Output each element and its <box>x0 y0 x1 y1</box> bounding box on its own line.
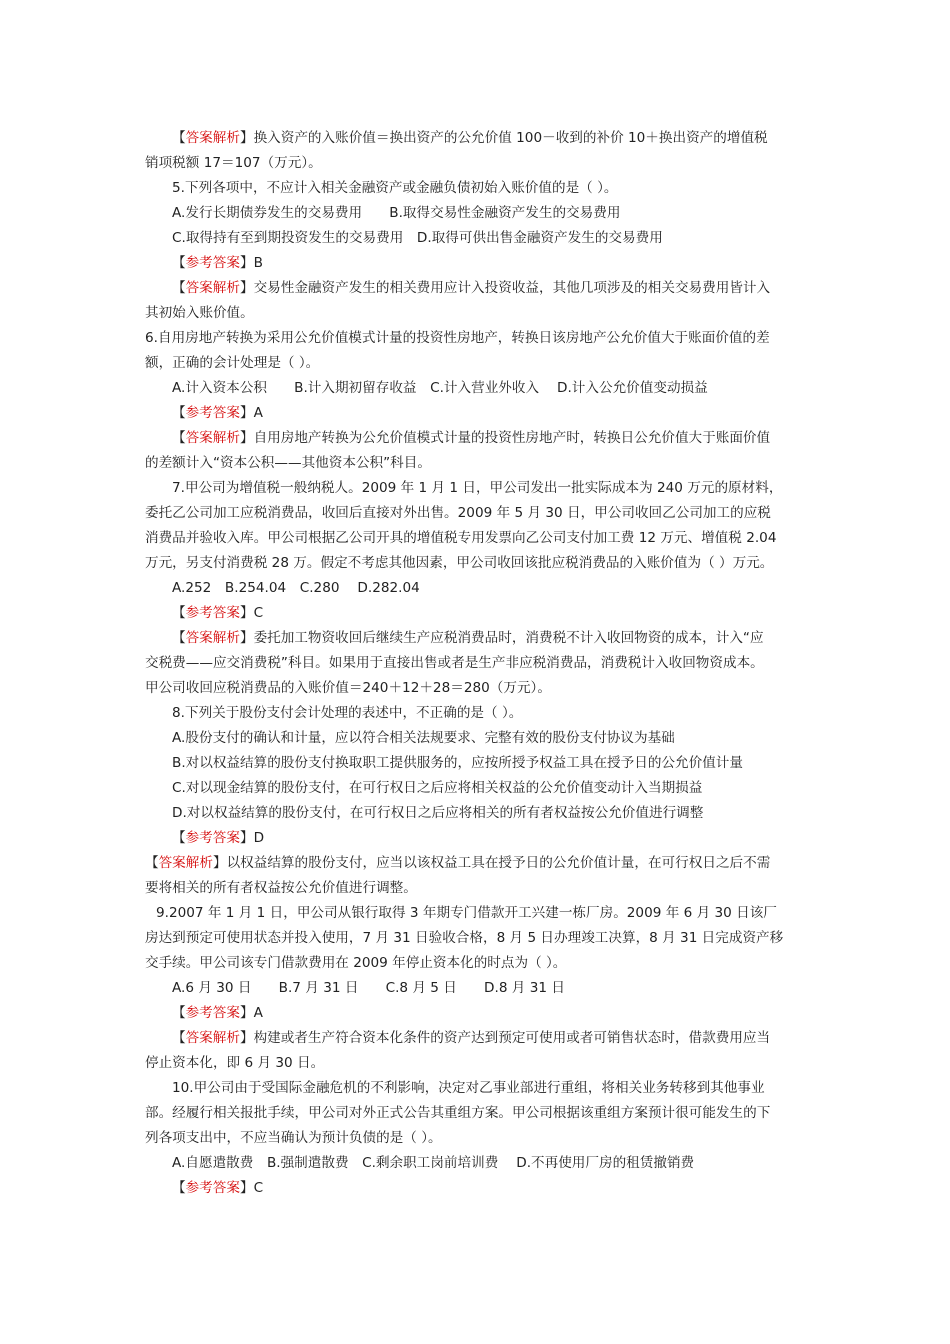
text-line: C.对以现金结算的股份支付，在可行权日之后应将相关权益的公允价值变动计入当期损益 <box>172 780 703 796</box>
label-close-bracket: 】 <box>239 405 254 421</box>
reference-answer-line <box>172 1003 263 1023</box>
label-open-bracket: 【 <box>172 630 186 646</box>
text-line: 消费品并验收入库。甲公司根据乙公司开具的增值税专用发票向乙公司支付加工费 12 万元、增值税 2.04 <box>145 530 777 546</box>
text-line: A.6 月 30 日 B.7 月 31 日 C.8 月 5 日 D.8 月 31 日 <box>172 980 565 996</box>
answer-analysis-line <box>172 428 770 448</box>
label-open-bracket: 【 <box>172 605 186 621</box>
label-open-bracket: 【 <box>172 130 186 146</box>
text-line: 委托乙公司加工应税消费品，收回后直接对外出售。2009 年 5 月 30 日，甲公司收回乙公司加工的应税 <box>145 505 771 521</box>
label-close-bracket: 】 <box>239 1180 254 1196</box>
reference-answer-line <box>172 403 263 423</box>
label-close-bracket: 】 <box>239 1005 254 1021</box>
analysis-text: 构建或者生产符合资本化条件的资产达到预定可使用或者可销售状态时，借款费用应当 <box>253 1030 771 1046</box>
text-line: 9.2007 年 1 月 1 日，甲公司从银行取得 3 年期专门借款开工兴建一栋厂房。2009 年 6 月 30 日该厂 <box>156 905 777 921</box>
answer-analysis-label: 答案解析 <box>158 855 213 871</box>
reference-answer-label: 参考答案 <box>185 605 240 621</box>
answer-value: C <box>253 605 264 621</box>
reference-answer-label: 参考答案 <box>185 1005 240 1021</box>
answer-analysis-label: 答案解析 <box>185 280 240 296</box>
text-line: A.发行长期债券发生的交易费用 B.取得交易性金融资产发生的交易费用 <box>172 205 621 221</box>
reference-answer-line <box>172 603 263 623</box>
text-line: 交税费——应交消费税”科目。如果用于直接出售或者是生产非应税消费品，消费税计入收回物资成本。 <box>145 655 764 671</box>
text-line: A.股份支付的确认和计量，应以符合相关法规要求、完整有效的股份支付协议为基础 <box>172 730 675 746</box>
text-line: 万元，另支付消费税 28 万。假定不考虑其他因素，甲公司收回该批应税消费品的入账价值为（ ）万元。 <box>145 555 774 571</box>
reference-answer-line <box>172 828 264 848</box>
analysis-text: 以权益结算的股份支付，应当以该权益工具在授予日的公允价值计量，在可行权日之后不需 <box>226 855 771 871</box>
label-close-bracket: 】 <box>239 1030 254 1046</box>
text-line: 的差额计入“资本公积——其他资本公积”科目。 <box>145 455 431 471</box>
answer-analysis-line <box>172 278 770 298</box>
text-line: 额，正确的会计处理是（ ）。 <box>145 355 320 371</box>
text-line: A.自愿遣散费 B.强制遣散费 C.剩余职工岗前培训费 D.不再使用厂房的租赁撤销费 <box>172 1155 695 1171</box>
answer-value: A <box>253 1005 263 1021</box>
text-line: 6.自用房地产转换为采用公允价值模式计量的投资性房地产，转换日该房地产公允价值大于账面价值的差 <box>145 330 770 346</box>
label-close-bracket: 】 <box>239 605 254 621</box>
text-line: 甲公司收回应税消费品的入账价值＝240＋12＋28＝280（万元）。 <box>145 680 551 696</box>
label-open-bracket: 【 <box>172 405 186 421</box>
reference-answer-label: 参考答案 <box>185 255 240 271</box>
text-line: 停止资本化，即 6 月 30 日。 <box>145 1055 325 1071</box>
text-line: 部。经履行相关报批手续，甲公司对外正式公告其重组方案。甲公司根据该重组方案预计很可能发生的下 <box>145 1105 771 1121</box>
label-close-bracket: 】 <box>239 130 254 146</box>
text-line: A.252 B.254.04 C.280 D.282.04 <box>172 580 420 596</box>
answer-value: C <box>253 1180 264 1196</box>
label-open-bracket: 【 <box>172 1030 186 1046</box>
text-line: 7.甲公司为增值税一般纳税人。2009 年 1 月 1 日，甲公司发出一批实际成本为 240 万元的原材料， <box>172 480 783 496</box>
reference-answer-label: 参考答案 <box>185 1180 240 1196</box>
reference-answer-label: 参考答案 <box>185 830 240 846</box>
answer-value: B <box>253 255 263 271</box>
reference-answer-line <box>172 253 263 273</box>
label-open-bracket: 【 <box>145 855 159 871</box>
label-close-bracket: 】 <box>239 255 254 271</box>
text-line: 其初始入账价值。 <box>145 305 254 321</box>
text-line: B.对以权益结算的股份支付换取职工提供服务的，应按所授予权益工具在授予日的公允价值计量 <box>172 755 743 771</box>
reference-answer-label: 参考答案 <box>185 405 240 421</box>
analysis-text: 换入资产的入账价值＝换出资产的公允价值 100－收到的补价 10＋换出资产的增值税 <box>253 130 768 146</box>
answer-analysis-label: 答案解析 <box>185 630 240 646</box>
answer-analysis-line <box>172 628 764 648</box>
label-close-bracket: 】 <box>212 855 227 871</box>
text-line: C.取得持有至到期投资发生的交易费用 D.取得可供出售金融资产发生的交易费用 <box>172 230 663 246</box>
text-line: 房达到预定可使用状态并投入使用，7 月 31 日验收合格，8 月 5 日办理竣工决算，8 月 31 日完成资产移 <box>145 930 784 946</box>
text-line: 10.甲公司由于受国际金融危机的不利影响，决定对乙事业部进行重组，将相关业务转移到其他事业 <box>172 1080 765 1096</box>
answer-analysis-line <box>172 1028 770 1048</box>
text-line: 销项税额 17＝107（万元）。 <box>145 155 322 171</box>
label-open-bracket: 【 <box>172 430 186 446</box>
text-line: D.对以权益结算的股份支付，在可行权日之后应将相关的所有者权益按公允价值进行调整 <box>172 805 704 821</box>
label-close-bracket: 】 <box>239 430 254 446</box>
label-open-bracket: 【 <box>172 280 186 296</box>
analysis-text: 交易性金融资产发生的相关费用应计入投资收益，其他几项涉及的相关交易费用皆计入 <box>253 280 771 296</box>
label-close-bracket: 】 <box>239 280 254 296</box>
answer-analysis-label: 答案解析 <box>185 1030 240 1046</box>
label-close-bracket: 】 <box>239 630 254 646</box>
text-line: 8.下列关于股份支付会计处理的表述中，不正确的是（ ）。 <box>172 705 523 721</box>
label-open-bracket: 【 <box>172 1005 186 1021</box>
text-line: 要将相关的所有者权益按公允价值进行调整。 <box>145 880 417 896</box>
answer-analysis-line <box>172 128 768 148</box>
label-close-bracket: 】 <box>239 830 254 846</box>
text-line: A.计入资本公积 B.计入期初留存收益 C.计入营业外收入 D.计入公允价值变动损益 <box>172 380 708 396</box>
text-line: 交手续。甲公司该专门借款费用在 2009 年停止资本化的时点为（ ）。 <box>145 955 567 971</box>
analysis-text: 委托加工物资收回后继续生产应税消费品时，消费税不计入收回物资的成本，计入“应 <box>253 630 764 646</box>
reference-answer-line <box>172 1178 263 1198</box>
answer-value: A <box>253 405 263 421</box>
label-open-bracket: 【 <box>172 1180 186 1196</box>
label-open-bracket: 【 <box>172 255 186 271</box>
answer-analysis-label: 答案解析 <box>185 130 240 146</box>
answer-value: D <box>253 830 265 846</box>
answer-analysis-label: 答案解析 <box>185 430 240 446</box>
text-line: 列各项支出中，不应当确认为预计负债的是（ ）。 <box>145 1130 442 1146</box>
analysis-text: 自用房地产转换为公允价值模式计量的投资性房地产时，转换日公允价值大于账面价值 <box>253 430 771 446</box>
text-line: 5.下列各项中，不应计入相关金融资产或金融负债初始入账价值的是（ ）。 <box>172 180 618 196</box>
answer-analysis-line <box>145 853 770 873</box>
label-open-bracket: 【 <box>172 830 186 846</box>
